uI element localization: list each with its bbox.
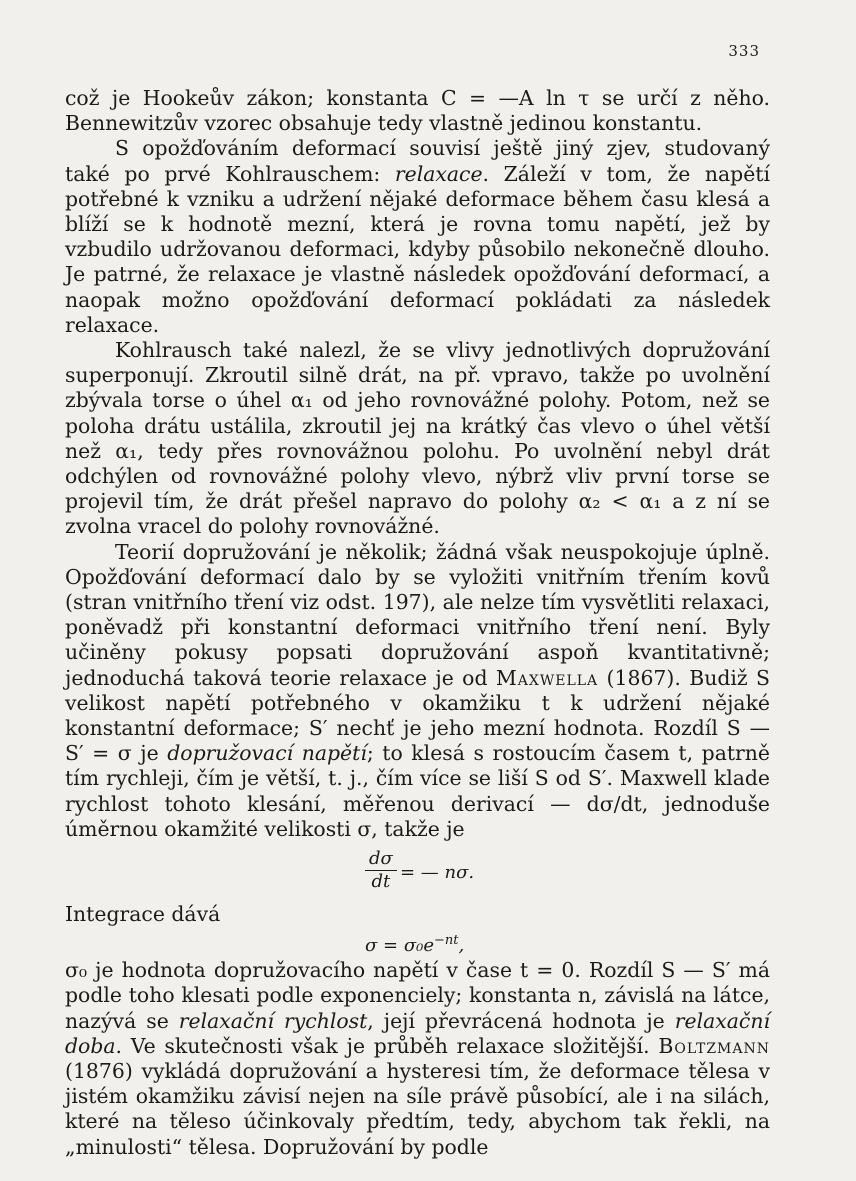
equation-rhs: = — nσ.: [400, 862, 475, 884]
term-relaxacni-rychlost: relaxační rychlost: [178, 1008, 368, 1033]
paragraph-4-part: (1867). Budiž S velikost napětí potřebného v okamžiku t k udržení nějaké konstantní deformace; S′ nechť je jeho mezní hodnota. Rozdíl S — S′ = σ je: [65, 665, 770, 766]
equation-exponent: −nt: [433, 933, 459, 949]
paragraph-5: [65, 958, 770, 1160]
paragraph-2: [65, 136, 770, 338]
author-boltzmann: Boltzmann: [658, 1033, 770, 1058]
fraction: [365, 848, 397, 893]
author-maxwell: Maxwella: [495, 665, 599, 690]
paragraph-5-part: , její převrácená hodnota je: [367, 1008, 675, 1033]
paragraph-5-part: (1876) vykládá dopružování a hysteresi tím, že deformace tělesa v jistém okamžiku závisí nejen na síle právě působící, ale i na silách, které na těleso účinkovaly předtím, tedy, abychom tak řekli, na „minulosti“ tělesa. Dopružování by podle: [65, 1058, 770, 1159]
paragraph-4: [65, 540, 770, 842]
paragraph-4-part: Teorií dopružování je několik; žádná však neuspokojuje úplně. Opožďování deformací dalo by se vyložiti vnitřním třením kovů (stran vnitřního tření viz odst. 197), ale nelze tím vysvětliti relaxaci, poněvadž při konstantní deformaci vnitřního tření není. Byly učiněny pokusy popsati dopružování aspoň kvantitativně; jednoduchá taková teorie relaxace je od: [65, 539, 770, 690]
equation-base: σ = σ₀e: [365, 935, 434, 957]
page-number: 333: [728, 42, 760, 60]
paragraph-2-part: S opožďováním deformací souvisí ještě jiný zjev, studovaný také po prvé Kohlrauschem:: [65, 136, 770, 186]
integration-block: [65, 900, 770, 958]
term-dopruzovaci-napeti: dopružovací napětí: [167, 741, 367, 766]
term-relaxace: relaxace: [394, 161, 483, 186]
body-text: [65, 86, 770, 1160]
paragraph-4-part: ; to klesá s rostoucím časem t, patrně tím rychleji, čím je větší, t. j., čím více se liší S od S′. Maxwell klade rychlost tohoto klesání, měřenou derivací — dσ/dt, jednoduše úměrnou okamžité velikosti σ, takže je: [65, 741, 770, 841]
integrace-label: Integrace dává: [65, 902, 221, 927]
term-relaxacni-doba: relaxační doba: [65, 1008, 770, 1058]
paragraph-2-part: . Záleží v tom, že napětí potřebné k vzniku a udržení nějaké deformace během času klesá a blíží se k hodnotě mezní, která je rovna tomu napětí, jež by vzbudilo udržovanou deformaci, kdyby působilo nekonečně dlouho. Je patrné, že relaxace je vlastně následek opožďování deformací, a naopak možno opožďování deformací pokládati za následek relaxace.: [65, 161, 770, 337]
equation-comma: ,: [458, 935, 465, 957]
equation-derivative: [65, 848, 770, 898]
paragraph-1: což je Hookeův zákon; konstanta C = —A ln τ se určí z něho. Bennewitzův vzorec obsahuje tedy vlastně jedinou konstantu.: [65, 86, 770, 136]
fraction-numerator: dσ: [365, 848, 397, 871]
paragraph-5-part: σ₀ je hodnota dopružovacího napětí v čase t = 0. Rozdíl S — S′ má podle toho klesati podle exponenciely; konstanta n, závislá na látce, nazývá se: [65, 958, 770, 1033]
equation-exponential: [365, 928, 464, 958]
fraction-denominator: dt: [371, 871, 391, 893]
paragraph-3: Kohlrausch také nalezl, že se vlivy jednotlivých dopružování superponují. Zkroutil silně drát, na př. vpravo, takže po uvolnění zbývala torse o úhel α₁ od jeho rovnovážné polohy. Potom, než se poloha drátu ustálila, zkroutil jej na krátký čas vlevo o úhel větší než α₁, tedy přes rovnovážnou polohu. Po uvolnění nebyl drát odchýlen od rovnovážné polohy vlevo, nýbrž vliv první torse se projevil tím, že drát přešel napravo do polohy α₂ < α₁ a z ní se zvolna vracel do polohy rovnovážné.: [65, 338, 770, 539]
paragraph-5-part: . Ve skutečnosti však je průběh relaxace složitější.: [115, 1033, 659, 1058]
